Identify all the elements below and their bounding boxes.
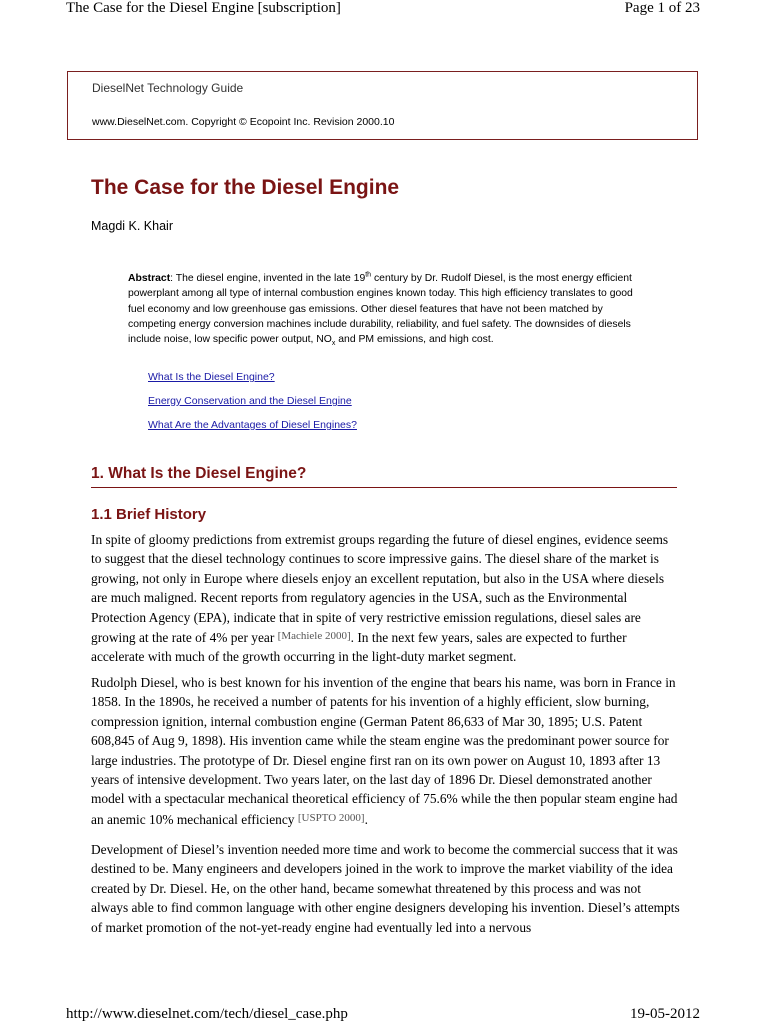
paragraph-2-text-a: Rudolph Diesel, who is best known for his invention of the engine that bears his name, was born in France in 1858. In the 1890s, he received a number of patents for his invention of a highly efficient, slow burning, compression ignition, internal combustion engine (German Patent 86,633 of Mar 30, 1895; U.S. Patent 608,845 of Aug 9, 1898). His invention came while the steam engine was the predominant power source for large industries. The prototype of Dr. Diesel engine first ran on its own power on August 10, 1893 after 13 years of intensive development. Two years later, on the last day of 1896 Dr. Diesel demonstrated another model with a spectacular mechanical theoretical efficiency of 75.6% while the then popular steam engine had an anemic 10% mechanical efficiency — [91, 675, 678, 827]
paragraph-1 — [91, 530, 681, 667]
article-title: The Case for the Diesel Engine — [91, 176, 400, 199]
abstract-sup: th — [365, 271, 372, 279]
toc-link-advantages[interactable]: What Are the Advantages of Diesel Engines? — [148, 419, 357, 431]
paragraph-2 — [91, 673, 681, 829]
page-header-title: The Case for the Diesel Engine [subscription] — [66, 0, 341, 16]
guide-title: DieselNet Technology Guide — [92, 81, 244, 95]
paragraph-1-text-b: . In the next few years, sales are expected to further accelerate with much of the growth occurring in the light-duty market segment. — [91, 630, 627, 665]
abstract-text-2: century by Dr. Rudolf Diesel, is the most energy efficient powerplant among all type of internal combustion engines known today. This high efficiency translates to good fuel economy and low greenhouse gas emissions. Other diesel features that have not been matched by competing energy conversion machines include durability, reliability, and fuel safety. The downsides of diesels include noise, low specific power output, NO — [128, 273, 633, 346]
abstract-label: Abstract — [128, 273, 171, 284]
footer-url: http://www.dieselnet.com/tech/diesel_case.php — [66, 1006, 348, 1022]
guide-copyright: www.DieselNet.com. Copyright © Ecopoint Inc. Revision 2000.10 — [92, 116, 395, 128]
paragraph-2-text-b: . — [364, 811, 368, 827]
toc-link-what-is[interactable]: What Is the Diesel Engine? — [148, 371, 275, 383]
section-heading: 1. What Is the Diesel Engine? — [91, 465, 677, 488]
citation-machiele: [Machiele 2000] — [277, 630, 351, 643]
paragraph-3: Development of Diesel’s invention needed more time and work to become the commercial success that it was destined to be. Many engineers and developers joined in the work to improve the market viability of the idea created by Dr. Diesel. He, on the other hand, became somewhat threatened by this process and was not always able to find common language with other engine designers developing his invention. Diesel’s attempts of market promotion of the not-yet-ready engine had eventually led into a nervous — [91, 842, 680, 935]
footer-date: 19-05-2012 — [630, 1006, 700, 1022]
paragraph-1-text-a: In spite of gloomy predictions from extremist groups regarding the future of diesel engines, evidence seems to suggest that the diesel technology continues to score impressive gains. The diesel share of the market is growing, not only in Europe where diesels enjoy an excellent reputation, but also in the USA where diesels are much maligned. Recent reports from regulatory agencies in the USA, such as the Environmental Protection Agency (EPA), indicate that in spite of very restrictive emission regulations, diesel sales are growing at the rate of 4% per year — [91, 532, 669, 646]
page-number: Page 1 of 23 — [624, 0, 700, 16]
table-of-contents — [148, 371, 357, 443]
subsection-heading: 1.1 Brief History — [91, 506, 207, 523]
guide-banner — [67, 71, 698, 140]
abstract-text-3: and PM emissions, and high cost. — [335, 334, 494, 346]
abstract-sub: x — [331, 340, 336, 348]
abstract-text-1: : The diesel engine, invented in the late 19 — [170, 273, 366, 284]
citation-uspto: [USPTO 2000] — [297, 811, 365, 824]
toc-link-energy-conservation[interactable]: Energy Conservation and the Diesel Engine — [148, 395, 352, 407]
abstract — [128, 271, 648, 347]
article-author: Magdi K. Khair — [91, 219, 173, 233]
